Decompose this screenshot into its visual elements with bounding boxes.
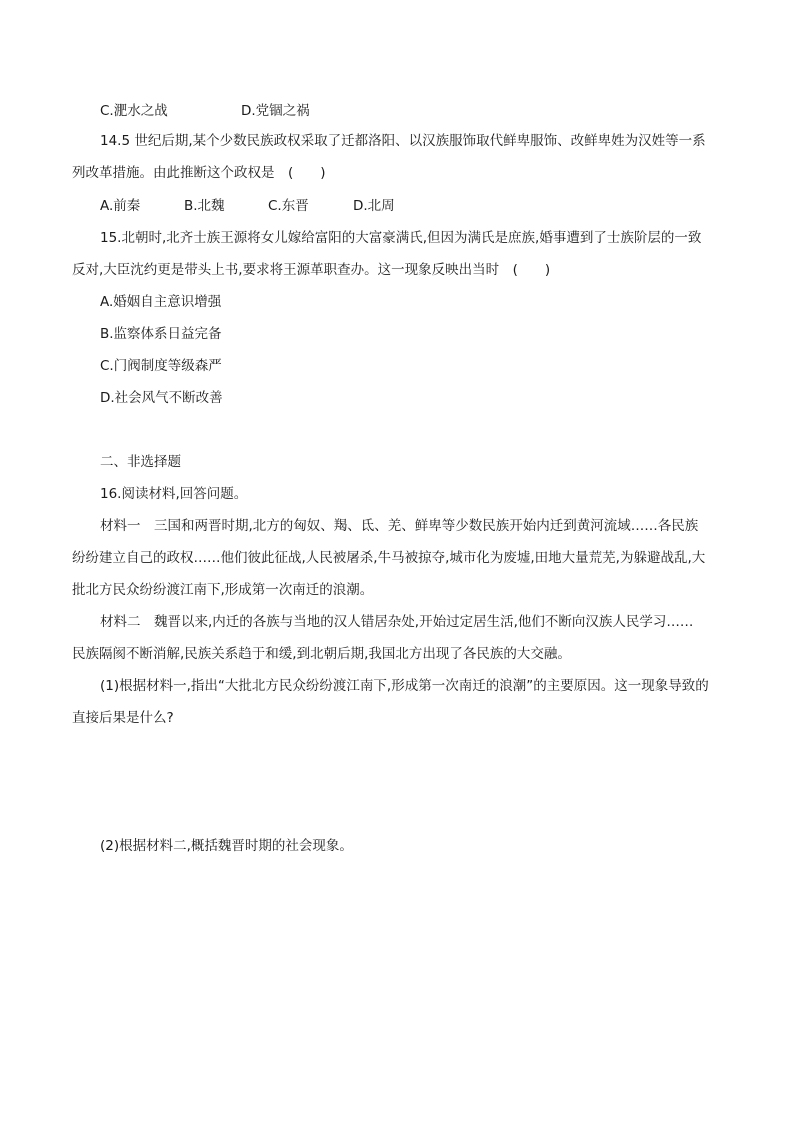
q14-option-d: D.北周	[353, 198, 395, 214]
q15-option-b: B.监察体系日益完备	[100, 326, 222, 342]
q16-material1-line-1: 材料一 三国和两晋时期,北方的匈奴、羯、氐、羌、鲜卑等少数民族开始内迁到黄河流域……各民族	[100, 518, 699, 534]
q13-option-c: C.淝水之战	[100, 103, 168, 119]
q14-option-a: A.前秦	[100, 198, 141, 214]
q13-option-d: D.党锢之祸	[241, 103, 310, 119]
q14-stem-line-2: 列改革措施。由此推断这个政权是 ( )	[72, 165, 326, 181]
q14-option-c: C.东晋	[268, 198, 309, 214]
q16-material1-line-2: 纷纷建立自己的政权……他们彼此征战,人民被屠杀,牛马被掠夺,城市化为废墟,田地大量荒芜,为躲避战乱,大	[72, 550, 706, 566]
q15-option-a: A.婚姻自主意识增强	[100, 294, 222, 310]
q16-sub1-line-1: (1)根据材料一,指出“大批北方民众纷纷渡江南下,形成第一次南迁的浪潮”的主要原因。这一现象导致的	[100, 678, 709, 694]
q16-prompt: 16.阅读材料,回答问题。	[100, 486, 248, 502]
q16-sub1-line-2: 直接后果是什么?	[72, 710, 174, 726]
q15-option-d: D.社会风气不断改善	[100, 390, 223, 406]
q15-stem-line-2: 反对,大臣沈约更是带头上书,要求将王源革职查办。这一现象反映出当时 ( )	[72, 262, 551, 278]
q15-option-c: C.门阀制度等级森严	[100, 358, 222, 374]
q14-stem-line-1: 14.5 世纪后期,某个少数民族政权采取了迁都洛阳、以汉族服饰取代鲜卑服饰、改鲜卑姓为汉姓等一系	[100, 133, 706, 149]
q15-stem-line-1: 15.北朝时,北齐士族王源将女儿嫁给富阳的大富豪满氏,但因为满氏是庶族,婚事遭到了士族阶层的一致	[100, 230, 702, 246]
q16-material2-line-1: 材料二 魏晋以来,内迁的各族与当地的汉人错居杂处,开始过定居生活,他们不断向汉族人民学习……	[100, 614, 694, 630]
q14-option-b: B.北魏	[184, 198, 225, 214]
q16-material2-line-2: 民族隔阂不断消解,民族关系趋于和缓,到北朝后期,我国北方出现了各民族的大交融。	[72, 646, 571, 662]
section-title: 二、非选择题	[100, 454, 181, 470]
q16-sub2-line-1: (2)根据材料二,概括魏晋时期的社会现象。	[100, 838, 353, 854]
q16-material1-line-3: 批北方民众纷纷渡江南下,形成第一次南迁的浪潮。	[72, 582, 374, 598]
